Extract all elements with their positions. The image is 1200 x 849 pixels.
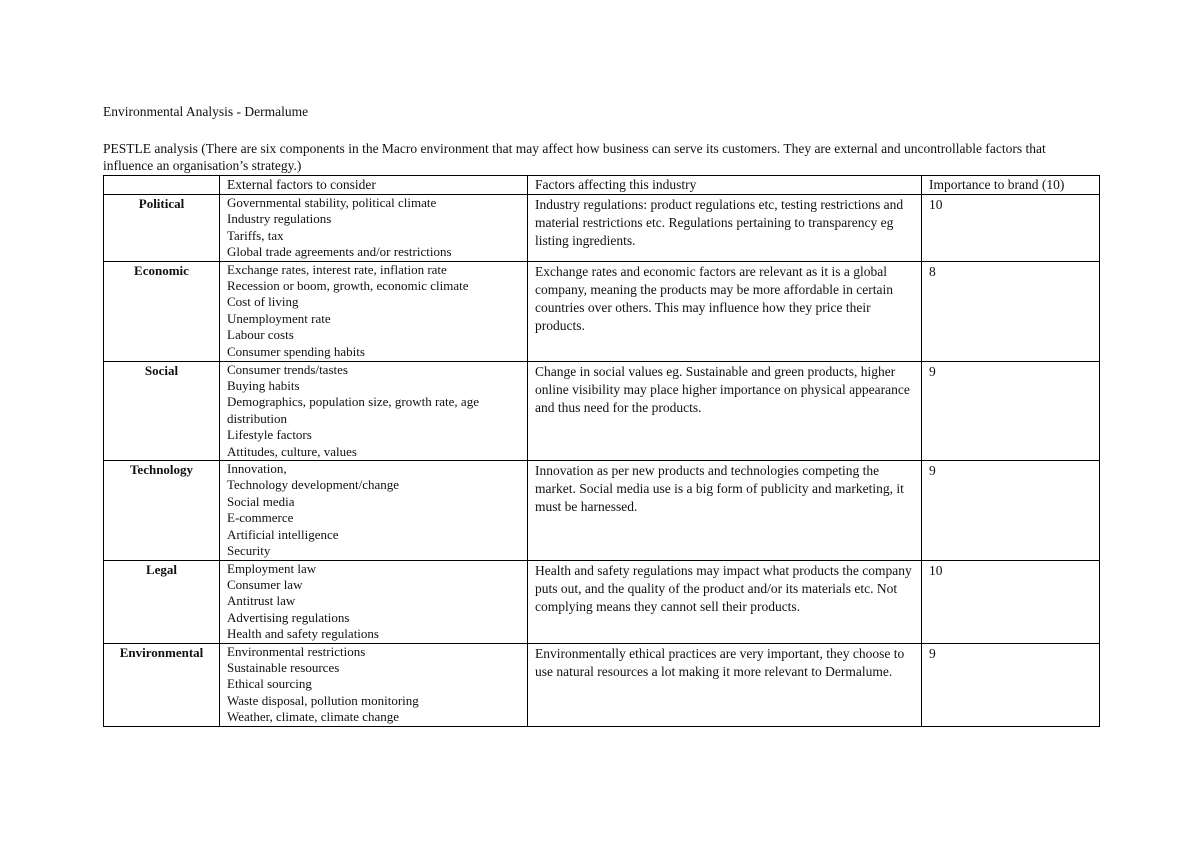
table-row xyxy=(104,461,1100,560)
header-importance: Importance to brand (10) xyxy=(922,176,1100,195)
industry-text: Environmentally ethical practices are very important, they choose to use natural resources a lot making it more relevant to Dermalume. xyxy=(528,643,922,726)
list-item: Advertising regulations xyxy=(227,609,350,625)
list-item: Recession or boom, growth, economic climate xyxy=(227,278,469,294)
list-item: Antitrust law xyxy=(227,593,296,609)
industry-text: Industry regulations: product regulations etc, testing restrictions and material restrictions etc. Regulations pertaining to transparency eg listing ingredients. xyxy=(528,195,922,262)
importance-score: 10 xyxy=(922,560,1100,643)
importance-score: 8 xyxy=(922,261,1100,361)
list-item: Health and safety regulations xyxy=(227,626,379,642)
list-item: Unemployment rate xyxy=(227,310,331,326)
importance-score: 9 xyxy=(922,361,1100,460)
list-item: Exchange rates, interest rate, inflation rate xyxy=(227,261,447,277)
list-item: Tariffs, tax xyxy=(227,227,284,243)
list-item: Global trade agreements and/or restrictions xyxy=(227,244,452,260)
list-item: Cost of living xyxy=(227,294,299,310)
table-row xyxy=(104,195,1100,262)
external-factors-list xyxy=(220,195,528,262)
industry-text: Health and safety regulations may impact what products the company puts out, and the quality of the product and/or its materials etc. Not complying means they cannot sell their products. xyxy=(528,560,922,643)
list-item: Ethical sourcing xyxy=(227,676,312,692)
row-name-environmental: Environmental xyxy=(104,643,220,726)
list-item: Industry regulations xyxy=(227,211,332,227)
external-factors-list xyxy=(220,361,528,460)
list-item: Innovation, xyxy=(227,461,287,477)
industry-text: Innovation as per new products and technologies competing the market. Social media use is a big form of publicity and marketing, it must be harnessed. xyxy=(528,461,922,560)
pestle-table xyxy=(103,175,1100,727)
external-factors-list xyxy=(220,560,528,643)
row-name-social: Social xyxy=(104,361,220,460)
industry-text: Change in social values eg. Sustainable and green products, higher online visibility may place higher importance on physical appearance and thus need for the products. xyxy=(528,361,922,460)
row-name-economic: Economic xyxy=(104,261,220,361)
header-external-factors: External factors to consider xyxy=(220,176,528,195)
list-item: Governmental stability, political climate xyxy=(227,195,437,210)
document-title: Environmental Analysis - Dermalume xyxy=(103,104,309,119)
document-page xyxy=(103,103,1099,727)
list-item: Employment law xyxy=(227,560,317,576)
table-row xyxy=(104,361,1100,460)
list-item: Consumer trends/tastes xyxy=(227,361,348,377)
list-item: Demographics, population size, growth rate, age distribution xyxy=(227,394,479,426)
external-factors-list xyxy=(220,461,528,560)
external-factors-list xyxy=(220,643,528,726)
importance-score: 10 xyxy=(922,195,1100,262)
industry-text: Exchange rates and economic factors are relevant as it is a global company, meaning the products may be more affordable in certain countries over others. This may influence how they price their products. xyxy=(528,261,922,361)
list-item: Environmental restrictions xyxy=(227,643,366,659)
table-row xyxy=(104,560,1100,643)
row-name-legal: Legal xyxy=(104,560,220,643)
list-item: Artificial intelligence xyxy=(227,526,339,542)
header-industry-factors: Factors affecting this industry xyxy=(528,176,922,195)
list-item: Social media xyxy=(227,493,295,509)
list-item: E-commerce xyxy=(227,510,294,526)
list-item: Weather, climate, climate change xyxy=(227,709,400,725)
list-item: Lifestyle factors xyxy=(227,427,312,443)
importance-score: 9 xyxy=(922,643,1100,726)
list-item: Attitudes, culture, values xyxy=(227,443,357,459)
row-name-political: Political xyxy=(104,195,220,262)
list-item: Consumer spending habits xyxy=(227,343,365,359)
list-item: Labour costs xyxy=(227,327,294,343)
list-item: Technology development/change xyxy=(227,477,400,493)
list-item: Sustainable resources xyxy=(227,659,340,675)
header-cell-empty xyxy=(104,176,220,195)
list-item: Waste disposal, pollution monitoring xyxy=(227,692,419,708)
list-item: Security xyxy=(227,543,271,559)
row-name-technology: Technology xyxy=(104,461,220,560)
list-item: Buying habits xyxy=(227,378,300,394)
intro-paragraph: PESTLE analysis (There are six components in the Macro environment that may affect how business can serve its customers. They are external and uncontrollable factors that influence an organisation’s strategy.) xyxy=(103,141,1046,173)
table-row xyxy=(104,261,1100,361)
list-item: Consumer law xyxy=(227,576,303,592)
importance-score: 9 xyxy=(922,461,1100,560)
external-factors-list xyxy=(220,261,528,361)
table-row xyxy=(104,643,1100,726)
table-header-row xyxy=(104,176,1100,195)
